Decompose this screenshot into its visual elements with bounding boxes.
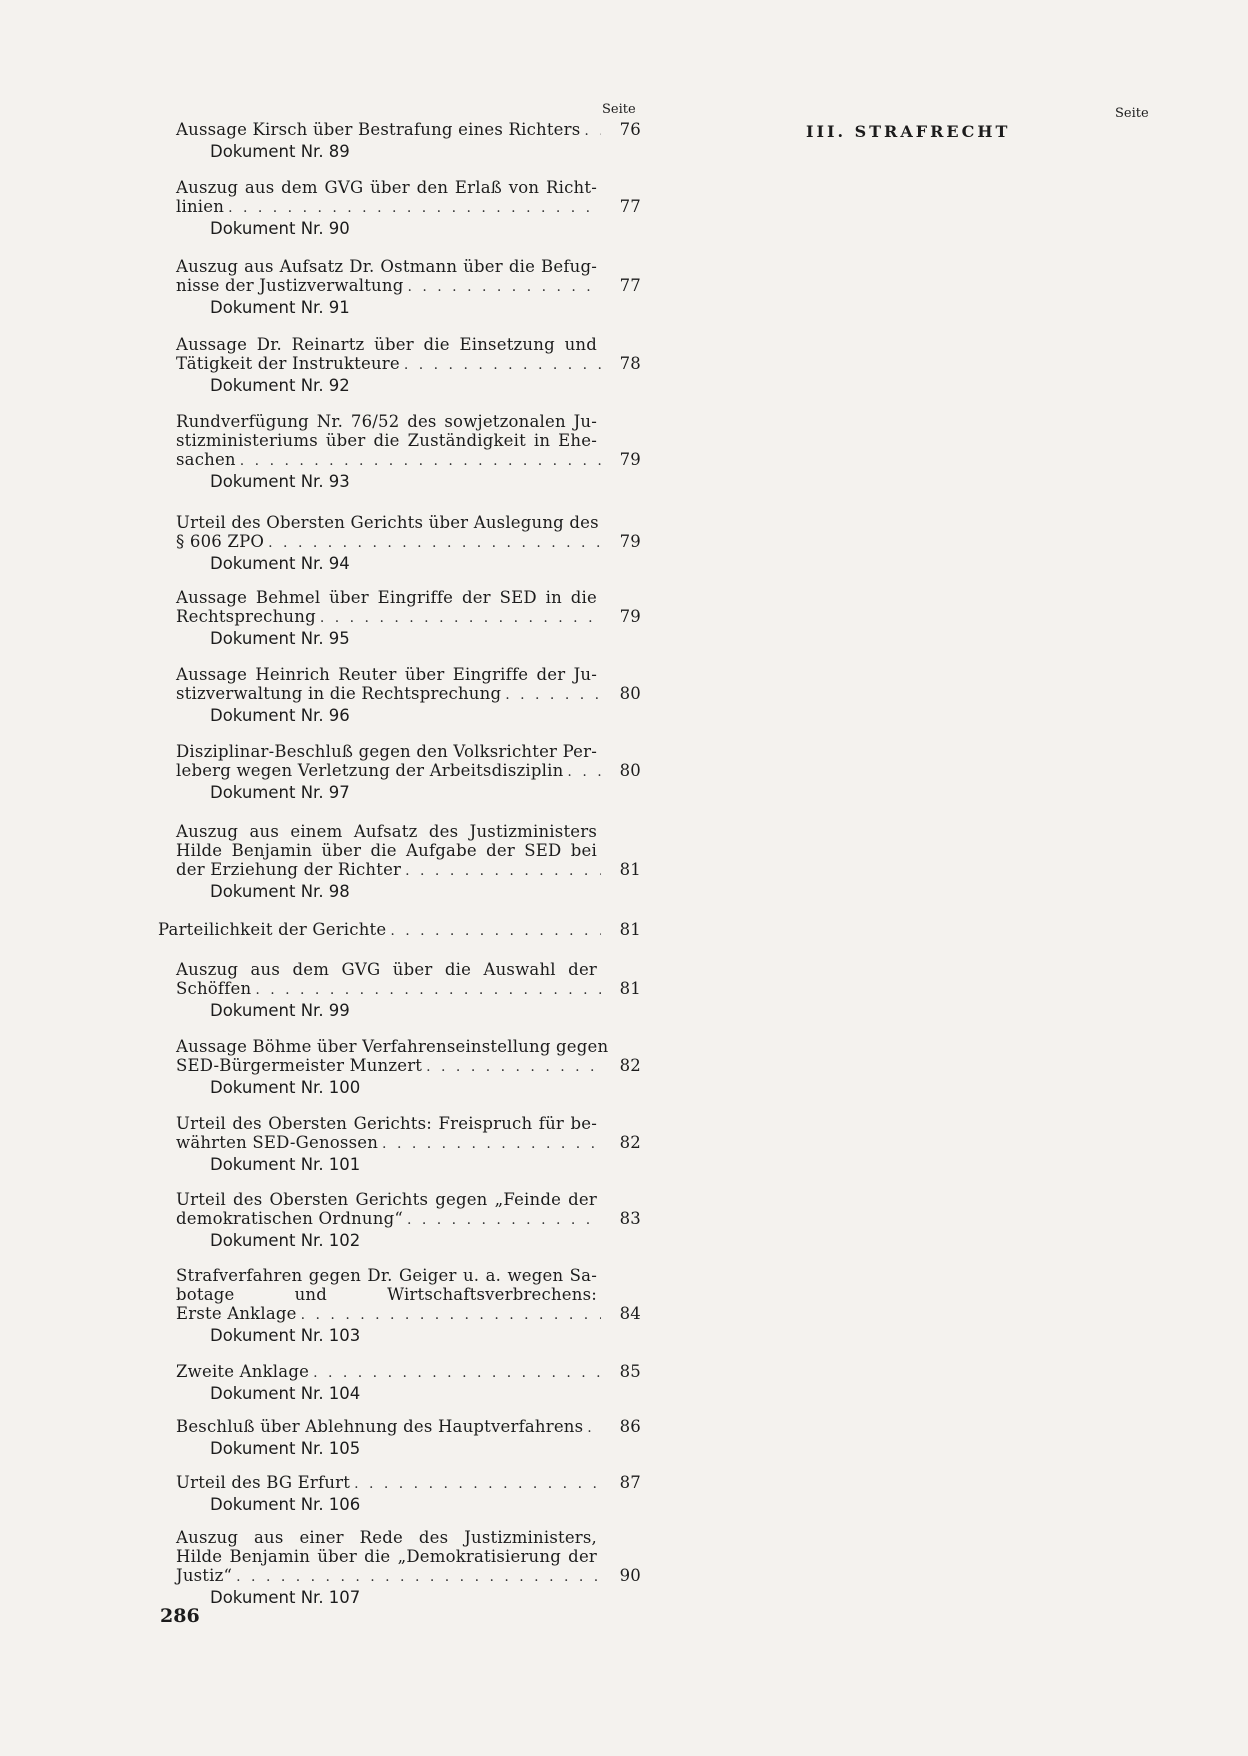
toc-entry-text: währten SED-Genossen xyxy=(176,1133,379,1152)
toc-entry-last-line xyxy=(176,1133,641,1154)
toc-page-number: 77 xyxy=(619,276,641,295)
leader-dots xyxy=(240,452,601,471)
leader-dots xyxy=(228,199,601,218)
toc-entry-last-line xyxy=(176,450,641,471)
toc-entry-last-line xyxy=(176,1304,641,1325)
toc-page-number: 77 xyxy=(619,197,641,216)
toc-entry-last-line xyxy=(176,1566,641,1587)
leader-dots xyxy=(405,862,601,881)
toc-entry-text: demokratischen Ordnung“ xyxy=(176,1209,403,1228)
toc-entry-last-line xyxy=(176,532,641,553)
toc-entry-text: Rechtsprechung xyxy=(176,607,316,626)
toc-entry-line: Auszug aus dem GVG über die Auswahl der xyxy=(176,960,597,979)
document-reference: Dokument Nr. 92 xyxy=(210,376,350,395)
document-reference: Dokument Nr. 95 xyxy=(210,629,350,648)
toc-page-number: 90 xyxy=(619,1566,641,1585)
toc-entry-last-line xyxy=(158,920,641,941)
toc-entry xyxy=(176,742,641,782)
toc-entry-last-line xyxy=(176,197,641,218)
leader-dots xyxy=(426,1058,601,1077)
toc-entry-text: Aussage Kirsch über Bestrafung eines Richters xyxy=(176,120,581,139)
toc-entry xyxy=(176,1473,641,1494)
toc-entry-text: Parteilichkeit der Gerichte xyxy=(158,920,387,939)
toc-entry-line: Strafverfahren gegen Dr. Geiger u. a. wegen Sa- xyxy=(176,1266,597,1285)
toc-entry-text: leberg wegen Verletzung der Arbeitsdisziplin xyxy=(176,761,564,780)
toc-entry xyxy=(176,1417,641,1438)
document-reference: Dokument Nr. 98 xyxy=(210,882,350,901)
toc-entry-line: Rundverfügung Nr. 76/52 des sowjetzonalen Ju- xyxy=(176,412,597,431)
toc-entry-line: Auszug aus einem Aufsatz des Justizministers xyxy=(176,822,597,841)
toc-entry-line: Aussage Behmel über Eingriffe der SED in die xyxy=(176,588,597,607)
document-reference: Dokument Nr. 102 xyxy=(210,1231,361,1250)
toc-page-number: 84 xyxy=(619,1304,641,1323)
leader-dots xyxy=(236,1568,601,1587)
toc-entry xyxy=(176,1528,641,1587)
toc-entry-last-line xyxy=(176,1209,641,1230)
toc-entry-line: Urteil des Obersten Gerichts: Freispruch für be- xyxy=(176,1114,597,1133)
document-reference: Dokument Nr. 96 xyxy=(210,706,350,725)
leader-dots xyxy=(255,981,601,1000)
toc-entry-text: Beschluß über Ablehnung des Hauptverfahrens xyxy=(176,1417,584,1436)
toc-page-number: 79 xyxy=(619,532,641,551)
toc-entry-line: Urteil des Obersten Gerichts gegen „Feinde der xyxy=(176,1190,597,1209)
seite-label-left: Seite xyxy=(602,102,636,117)
document-reference: Dokument Nr. 100 xyxy=(210,1078,361,1097)
toc-entry-last-line xyxy=(176,607,641,628)
toc-page-number: 83 xyxy=(619,1209,641,1228)
seite-label-right: Seite xyxy=(1115,106,1149,121)
toc-entry xyxy=(176,257,641,297)
toc-entry-line: botage und Wirtschaftsverbrechens: xyxy=(176,1285,597,1304)
toc-page-number: 81 xyxy=(619,920,641,939)
toc-entry xyxy=(176,1190,641,1230)
page-number: 286 xyxy=(160,1605,200,1627)
document-reference: Dokument Nr. 93 xyxy=(210,472,350,491)
document-reference: Dokument Nr. 91 xyxy=(210,298,350,317)
toc-entry-text: Erste Anklage xyxy=(176,1304,297,1323)
toc-entry-last-line xyxy=(176,979,641,1000)
leader-dots xyxy=(567,763,601,782)
toc-entry-text: sachen xyxy=(176,450,236,469)
toc-page-number: 82 xyxy=(619,1133,641,1152)
toc-entry-text: Justiz“ xyxy=(176,1566,233,1585)
toc-entry xyxy=(176,120,641,141)
toc-entry-last-line xyxy=(176,1056,641,1077)
document-reference: Dokument Nr. 103 xyxy=(210,1326,361,1345)
toc-entry xyxy=(158,920,641,941)
toc-entry-text: nisse der Justizverwaltung xyxy=(176,276,404,295)
toc-entry xyxy=(176,665,641,705)
toc-entry xyxy=(176,1037,641,1077)
toc-entry-text: Zweite Anklage xyxy=(176,1362,310,1381)
toc-entry-text: stizverwaltung in die Rechtsprechung xyxy=(176,684,502,703)
toc-page-number: 80 xyxy=(619,684,641,703)
toc-entry-last-line xyxy=(176,1473,641,1494)
toc-page-number: 81 xyxy=(619,979,641,998)
toc-entry-line: Auszug aus dem GVG über den Erlaß von Richt- xyxy=(176,178,597,197)
toc-entry-last-line xyxy=(176,276,641,297)
document-reference: Dokument Nr. 101 xyxy=(210,1155,361,1174)
leader-dots xyxy=(407,278,601,297)
leader-dots xyxy=(268,534,601,553)
toc-entry-line: stizministeriums über die Zuständigkeit in Ehe- xyxy=(176,431,597,450)
toc-entry-text: Urteil des BG Erfurt xyxy=(176,1473,351,1492)
document-reference: Dokument Nr. 99 xyxy=(210,1001,350,1020)
toc-entry-last-line xyxy=(176,1362,641,1383)
document-reference: Dokument Nr. 94 xyxy=(210,554,350,573)
toc-entry-last-line xyxy=(176,860,641,881)
toc-entry xyxy=(176,1114,641,1154)
leader-dots xyxy=(354,1475,601,1494)
toc-entry xyxy=(176,822,641,881)
toc-page-number: 85 xyxy=(619,1362,641,1381)
toc-page-number: 79 xyxy=(619,607,641,626)
toc-entry-last-line xyxy=(176,120,641,141)
toc-entry-text: linien xyxy=(176,197,225,216)
toc-entry-line: Aussage Dr. Reinartz über die Einsetzung und xyxy=(176,335,597,354)
leader-dots xyxy=(320,609,601,628)
toc-entry-last-line xyxy=(176,354,641,375)
toc-entry-text: der Erziehung der Richter xyxy=(176,860,402,879)
leader-dots xyxy=(390,922,601,941)
toc-entry xyxy=(176,335,641,375)
toc-entry-last-line xyxy=(176,684,641,705)
leader-dots xyxy=(404,356,601,375)
toc-entry-line: Disziplinar-Beschluß gegen den Volksrichter Per- xyxy=(176,742,597,761)
toc-page-number: 81 xyxy=(619,860,641,879)
toc-entry-line: Auszug aus Aufsatz Dr. Ostmann über die Befug- xyxy=(176,257,597,276)
toc-entry-text: Schöffen xyxy=(176,979,252,998)
toc-entry xyxy=(176,1362,641,1383)
toc-entry xyxy=(176,960,641,1000)
leader-dots xyxy=(584,122,601,141)
leader-dots xyxy=(382,1135,601,1154)
leader-dots xyxy=(301,1306,601,1325)
document-reference: Dokument Nr. 90 xyxy=(210,219,350,238)
toc-entry-line: Hilde Benjamin über die Aufgabe der SED bei xyxy=(176,841,597,860)
leader-dots xyxy=(313,1364,601,1383)
toc-entry-text: § 606 ZPO xyxy=(176,532,265,551)
document-reference: Dokument Nr. 107 xyxy=(210,1588,361,1607)
document-reference: Dokument Nr. 89 xyxy=(210,142,350,161)
toc-entry-text: SED-Bürgermeister Munzert xyxy=(176,1056,423,1075)
toc-page-number: 86 xyxy=(619,1417,641,1436)
toc-entry xyxy=(176,178,641,218)
toc-entry xyxy=(176,412,641,471)
toc-entry-line: Aussage Heinrich Reuter über Eingriffe der Ju- xyxy=(176,665,597,684)
leader-dots xyxy=(587,1419,601,1438)
toc-entry-text: Tätigkeit der Instrukteure xyxy=(176,354,400,373)
toc-page-number: 79 xyxy=(619,450,641,469)
toc-page-number: 76 xyxy=(619,120,641,139)
toc-page-number: 82 xyxy=(619,1056,641,1075)
toc-entry-last-line xyxy=(176,1417,641,1438)
toc-entry-line: Aussage Böhme über Verfahrenseinstellung gegen xyxy=(176,1037,609,1056)
document-reference: Dokument Nr. 105 xyxy=(210,1439,361,1458)
toc-entry xyxy=(176,1266,641,1325)
leader-dots xyxy=(407,1211,601,1230)
toc-entry-line: Hilde Benjamin über die „Demokratisierung der xyxy=(176,1547,597,1566)
toc-page-number: 80 xyxy=(619,761,641,780)
toc-entry-last-line xyxy=(176,761,641,782)
toc-page-number: 78 xyxy=(619,354,641,373)
toc-entry-line: Urteil des Obersten Gerichts über Auslegung des xyxy=(176,513,599,532)
leader-dots xyxy=(505,686,601,705)
toc-entry xyxy=(176,588,641,628)
toc-entry-line: Auszug aus einer Rede des Justizministers, xyxy=(176,1528,597,1547)
toc-page-number: 87 xyxy=(619,1473,641,1492)
toc-entry xyxy=(176,513,641,553)
document-reference: Dokument Nr. 104 xyxy=(210,1384,361,1403)
document-reference: Dokument Nr. 106 xyxy=(210,1495,361,1514)
document-reference: Dokument Nr. 97 xyxy=(210,783,350,802)
section-heading: III. STRAFRECHT xyxy=(806,122,1011,141)
